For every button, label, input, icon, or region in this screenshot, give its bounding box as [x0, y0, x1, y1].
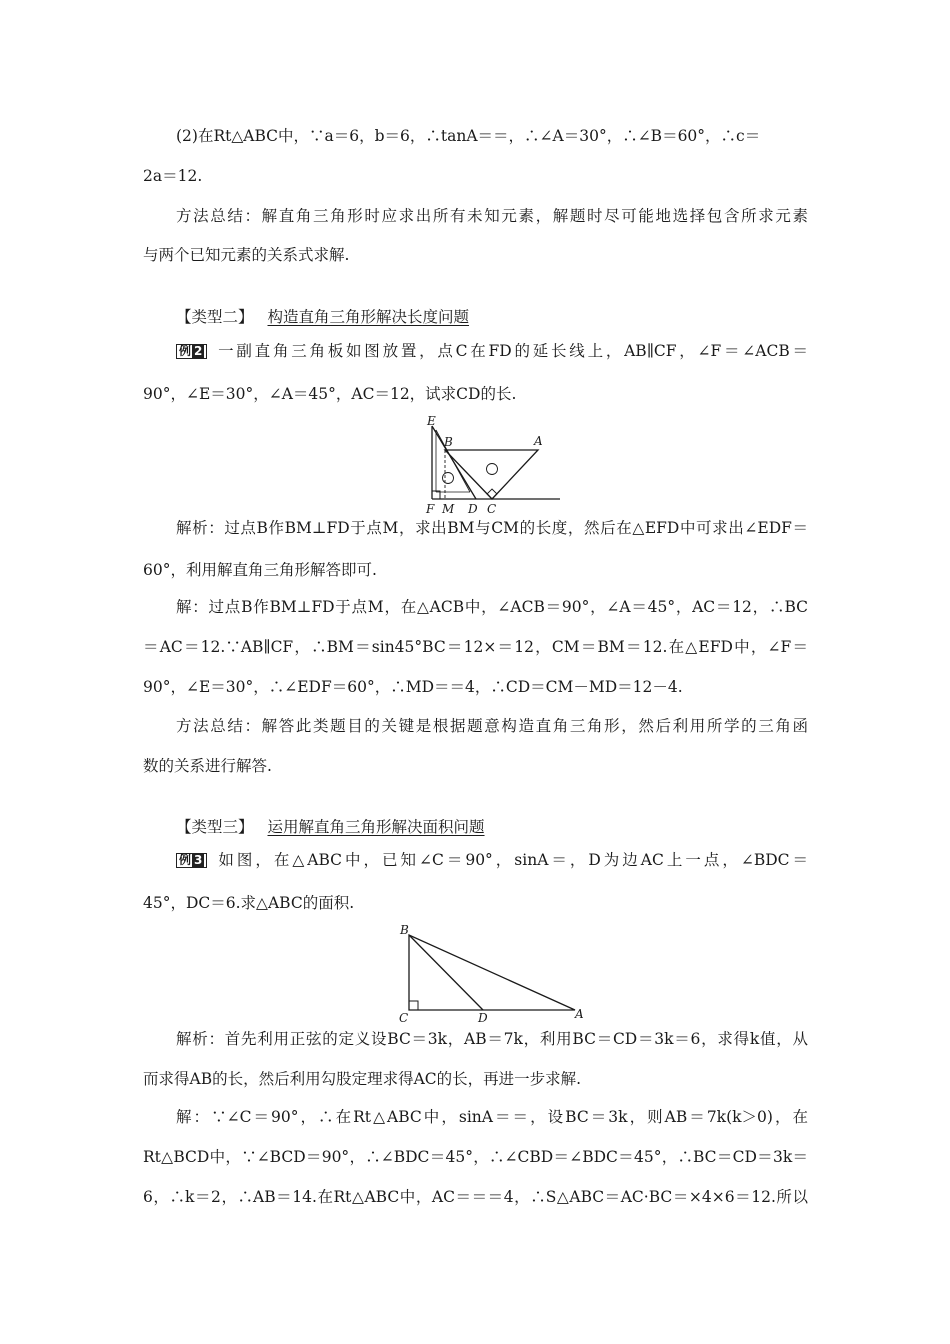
example2-figure: [420, 412, 562, 516]
example2-solution-line3: 90°，∠E＝30°，∴∠EDF＝60°，∴MD＝＝4，∴CD＝CM－MD＝12－4.: [143, 678, 683, 696]
method-summary-2-line2: 数的关系进行解答.: [143, 757, 272, 775]
fig1-label-A: A: [534, 434, 543, 448]
fig1-label-D: D: [468, 502, 478, 516]
example3-text-line1: 例 3 如图，在△ABC中，已知∠C＝90°，sinA＝，D为边AC上一点，∠BDC＝: [176, 850, 808, 870]
fig1-label-F: F: [426, 502, 435, 516]
fig2-label-A: A: [575, 1007, 584, 1021]
example3-text-line2: 45°，DC＝6.求△ABC的面积.: [143, 894, 355, 912]
fig1-label-C: C: [487, 502, 497, 516]
method-summary-1-line2: 与两个已知元素的关系式求解.: [143, 246, 350, 264]
type2-heading: [176, 307, 469, 327]
method-summary-2-line1: 方法总结：解答此类题目的关键是根据题意构造直角三角形，然后利用所学的三角函: [176, 717, 808, 735]
fig1-label-B: B: [444, 435, 453, 449]
fig1-label-M: M: [442, 502, 455, 516]
example3-analysis-line2: 而求得AB的长，然后利用勾股定理求得AC的长，再进一步求解.: [143, 1070, 582, 1088]
fig1-label-E: E: [427, 414, 436, 428]
example2-solution-line2: ＝AC＝12.∵AB∥CF，∴BM＝sin45°BC＝12×＝12，CM＝BM＝12.在△EFD中，∠F＝: [143, 638, 808, 656]
example3-solution-line1: 解：∵∠C＝90°，∴在Rt△ABC中，sinA＝＝，设BC＝3k，则AB＝7k(k＞0)，在: [176, 1108, 808, 1126]
type3-heading: [176, 817, 485, 837]
example3-solution-line2: Rt△BCD中，∵∠BCD＝90°，∴∠BDC＝45°，∴∠CBD＝∠BDC＝45°，∴BC＝CD＝3k＝: [143, 1148, 808, 1166]
type2-tag: 【类型二】: [176, 308, 254, 326]
example2-analysis-line2: 60°，利用解直角三角形解答即可.: [143, 561, 377, 579]
example2-badge: 例 2: [176, 344, 207, 359]
example3-badge: 例 3: [176, 853, 207, 868]
type3-tag: 【类型三】: [176, 818, 254, 836]
example3-analysis-line1: 解析：首先利用正弦的定义设BC＝3k，AB＝7k，利用BC＝CD＝3k＝6，求得k值，从: [176, 1030, 808, 1048]
type3-title: 运用解直角三角形解决面积问题: [267, 818, 485, 836]
example2-text-line2: 90°，∠E＝30°，∠A＝45°，AC＝12，试求CD的长.: [143, 385, 517, 403]
example3-solution-line3: 6，∴k＝2，∴AB＝14.在Rt△ABC中，AC＝＝＝4，∴S△ABC＝AC·BC＝×4×6＝12.所以: [143, 1188, 808, 1206]
solution-part2-line1: (2)在Rt△ABC中，∵a＝6，b＝6，∴tanA＝＝，∴∠A＝30°，∴∠B＝60°，∴c＝: [176, 127, 761, 145]
example2-solution-line1: 解：过点B作BM⊥FD于点M，在△ACB中，∠ACB＝90°，∠A＝45°，AC＝12，∴BC: [176, 598, 808, 616]
solution-part2-line2: 2a＝12.: [143, 167, 203, 185]
fig2-label-B: B: [400, 923, 409, 937]
example2-analysis-line1: 解析：过点B作BM⊥FD于点M，求出BM与CM的长度，然后在△EFD中可求出∠EDF＝: [176, 519, 808, 537]
fig2-label-C: C: [399, 1011, 409, 1024]
fig2-label-D: D: [478, 1011, 488, 1024]
type2-title: 构造直角三角形解决长度问题: [267, 308, 470, 326]
method-summary-1-line1: 方法总结：解直角三角形时应求出所有未知元素，解题时尽可能地选择包含所求元素: [176, 207, 808, 225]
example3-figure: [395, 922, 595, 1024]
example2-text-line1: 例 2 一副直角三角板如图放置，点C在FD的延长线上，AB∥CF，∠F＝∠ACB＝: [176, 341, 808, 361]
